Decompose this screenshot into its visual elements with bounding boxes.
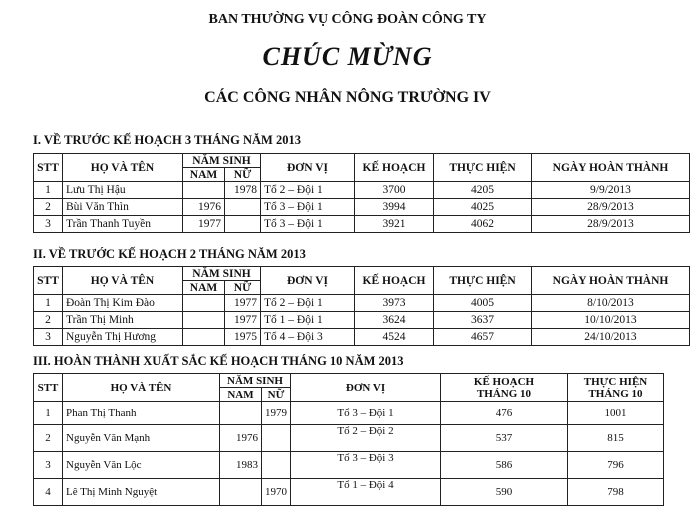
cell-name: Trần Thị Minh: [63, 312, 183, 329]
header-unit: ĐƠN VỊ: [291, 374, 441, 402]
cell-date: 8/10/2013: [532, 295, 690, 312]
section-2-table: [33, 266, 690, 346]
header-plan-month: [441, 374, 568, 402]
cell-plan: 586: [441, 452, 568, 479]
cell-actual: 798: [568, 479, 664, 506]
cell-male: [220, 402, 262, 425]
cell-unit: Tổ 3 – Đội 1: [261, 216, 355, 233]
header-female: NỮ: [225, 168, 261, 182]
cell-name: Bùi Văn Thìn: [63, 199, 183, 216]
cell-actual: 815: [568, 425, 664, 452]
cell-plan: 3973: [355, 295, 434, 312]
table-row: [34, 479, 664, 506]
cell-date: 9/9/2013: [532, 182, 690, 199]
header-female: NỮ: [225, 281, 261, 295]
table-header-row: [34, 154, 690, 168]
cell-stt: 1: [34, 402, 63, 425]
cell-male: [220, 479, 262, 506]
header-actual-line-2: THÁNG 10: [588, 387, 643, 400]
table-row: [34, 216, 690, 233]
cell-name: Lê Thị Minh Nguyệt: [63, 479, 220, 506]
cell-name: Nguyễn Văn Mạnh: [63, 425, 220, 452]
header-actual: THỰC HIỆN: [434, 154, 532, 182]
subtitle-heading: CÁC CÔNG NHÂN NÔNG TRƯỜNG IV: [204, 89, 491, 106]
cell-stt: 4: [34, 479, 63, 506]
table-row: [34, 295, 690, 312]
cell-stt: 2: [34, 199, 63, 216]
section-2-title: II. VỀ TRƯỚC KẾ HOẠCH 2 THÁNG NĂM 2013: [33, 247, 306, 261]
cell-unit: Tổ 2 – Đội 2: [291, 425, 441, 452]
congratulations-title: CHÚC MỪNG: [262, 42, 433, 71]
section-3-table: [33, 373, 664, 506]
cell-actual: 1001: [568, 402, 664, 425]
cell-stt: 3: [34, 216, 63, 233]
cell-female: 1978: [225, 182, 261, 199]
cell-plan: 3921: [355, 216, 434, 233]
cell-unit: Tổ 3 – Đội 1: [261, 199, 355, 216]
cell-name: Nguyễn Văn Lộc: [63, 452, 220, 479]
cell-male: 1976: [183, 199, 225, 216]
cell-unit: Tổ 1 – Đội 1: [261, 312, 355, 329]
table-row: [34, 312, 690, 329]
cell-female: 1977: [225, 295, 261, 312]
table-header-row: [34, 374, 664, 388]
cell-actual: 4657: [434, 329, 532, 346]
header-stt: STT: [34, 374, 63, 402]
table-row: [34, 402, 664, 425]
table-row: [34, 199, 690, 216]
cell-date: 10/10/2013: [532, 312, 690, 329]
cell-plan: 476: [441, 402, 568, 425]
header-actual-line-1: THỰC HIỆN: [583, 375, 648, 388]
cell-male: 1976: [220, 425, 262, 452]
table-row: [34, 329, 690, 346]
cell-plan: 3994: [355, 199, 434, 216]
header-unit: ĐƠN VỊ: [261, 267, 355, 295]
cell-male: [183, 182, 225, 199]
cell-actual: 4062: [434, 216, 532, 233]
cell-male: 1977: [183, 216, 225, 233]
header-stt: STT: [34, 154, 63, 182]
header-male: NAM: [183, 168, 225, 182]
cell-name: Lưu Thị Hậu: [63, 182, 183, 199]
header-plan-line-1: KẾ HOẠCH: [473, 375, 535, 388]
cell-female: 1977: [225, 312, 261, 329]
cell-stt: 3: [34, 329, 63, 346]
cell-date: 28/9/2013: [532, 216, 690, 233]
header-completion-date: NGÀY HOÀN THÀNH: [532, 154, 690, 182]
header-unit: ĐƠN VỊ: [261, 154, 355, 182]
cell-male: [183, 312, 225, 329]
cell-female: [262, 425, 291, 452]
cell-unit: Tổ 4 – Đội 3: [261, 329, 355, 346]
cell-date: 28/9/2013: [532, 199, 690, 216]
cell-female: 1970: [262, 479, 291, 506]
header-actual: THỰC HIỆN: [434, 267, 532, 295]
cell-unit: Tổ 2 – Đội 1: [261, 182, 355, 199]
header-birth-year: NĂM SINH: [183, 154, 261, 168]
cell-unit: Tổ 3 – Đội 3: [291, 452, 441, 479]
table-row: [34, 182, 690, 199]
organization-heading: BAN THƯỜNG VỤ CÔNG ĐOÀN CÔNG TY: [208, 12, 487, 27]
cell-male: [183, 329, 225, 346]
cell-male: 1983: [220, 452, 262, 479]
table-row: [34, 452, 664, 479]
header-birth-year: NĂM SINH: [220, 374, 291, 388]
header-actual-month: [568, 374, 664, 402]
cell-female: [225, 216, 261, 233]
header-plan: KẾ HOẠCH: [355, 154, 434, 182]
cell-female: [262, 452, 291, 479]
cell-plan: 3700: [355, 182, 434, 199]
cell-actual: 4005: [434, 295, 532, 312]
header-plan-line-2: THÁNG 10: [476, 387, 532, 400]
cell-actual: 4025: [434, 199, 532, 216]
cell-male: [183, 295, 225, 312]
cell-stt: 1: [34, 182, 63, 199]
section-3-title: III. HOÀN THÀNH XUẤT SẮC KẾ HOẠCH THÁNG 10 NĂM 2013: [33, 354, 404, 368]
header-female: NỮ: [262, 388, 291, 402]
table-header-row: [34, 267, 690, 281]
header-name: HỌ VÀ TÊN: [63, 154, 183, 182]
cell-actual: 3637: [434, 312, 532, 329]
cell-unit: Tổ 3 – Đội 1: [291, 402, 441, 425]
section-1-title: I. VỀ TRƯỚC KẾ HOẠCH 3 THÁNG NĂM 2013: [33, 133, 301, 147]
cell-plan: 537: [441, 425, 568, 452]
cell-female: 1979: [262, 402, 291, 425]
cell-name: Trần Thanh Tuyền: [63, 216, 183, 233]
cell-actual: 796: [568, 452, 664, 479]
cell-unit: Tổ 2 – Đội 1: [261, 295, 355, 312]
header-name: HỌ VÀ TÊN: [63, 374, 220, 402]
cell-female: [225, 199, 261, 216]
cell-female: 1975: [225, 329, 261, 346]
cell-stt: 3: [34, 452, 63, 479]
header-plan: KẾ HOẠCH: [355, 267, 434, 295]
cell-name: Nguyễn Thị Hương: [63, 329, 183, 346]
header-name: HỌ VÀ TÊN: [63, 267, 183, 295]
cell-name: Đoàn Thị Kim Đào: [63, 295, 183, 312]
header-birth-year: NĂM SINH: [183, 267, 261, 281]
cell-name: Phan Thị Thanh: [63, 402, 220, 425]
header-stt: STT: [34, 267, 63, 295]
section-1-table: [33, 153, 690, 233]
cell-plan: 4524: [355, 329, 434, 346]
cell-unit: Tổ 1 – Đội 4: [291, 479, 441, 506]
table-row: [34, 425, 664, 452]
cell-actual: 4205: [434, 182, 532, 199]
header-completion-date: NGÀY HOÀN THÀNH: [532, 267, 690, 295]
cell-stt: 2: [34, 312, 63, 329]
cell-stt: 2: [34, 425, 63, 452]
cell-stt: 1: [34, 295, 63, 312]
cell-plan: 3624: [355, 312, 434, 329]
header-male: NAM: [220, 388, 262, 402]
cell-date: 24/10/2013: [532, 329, 690, 346]
cell-plan: 590: [441, 479, 568, 506]
header-male: NAM: [183, 281, 225, 295]
